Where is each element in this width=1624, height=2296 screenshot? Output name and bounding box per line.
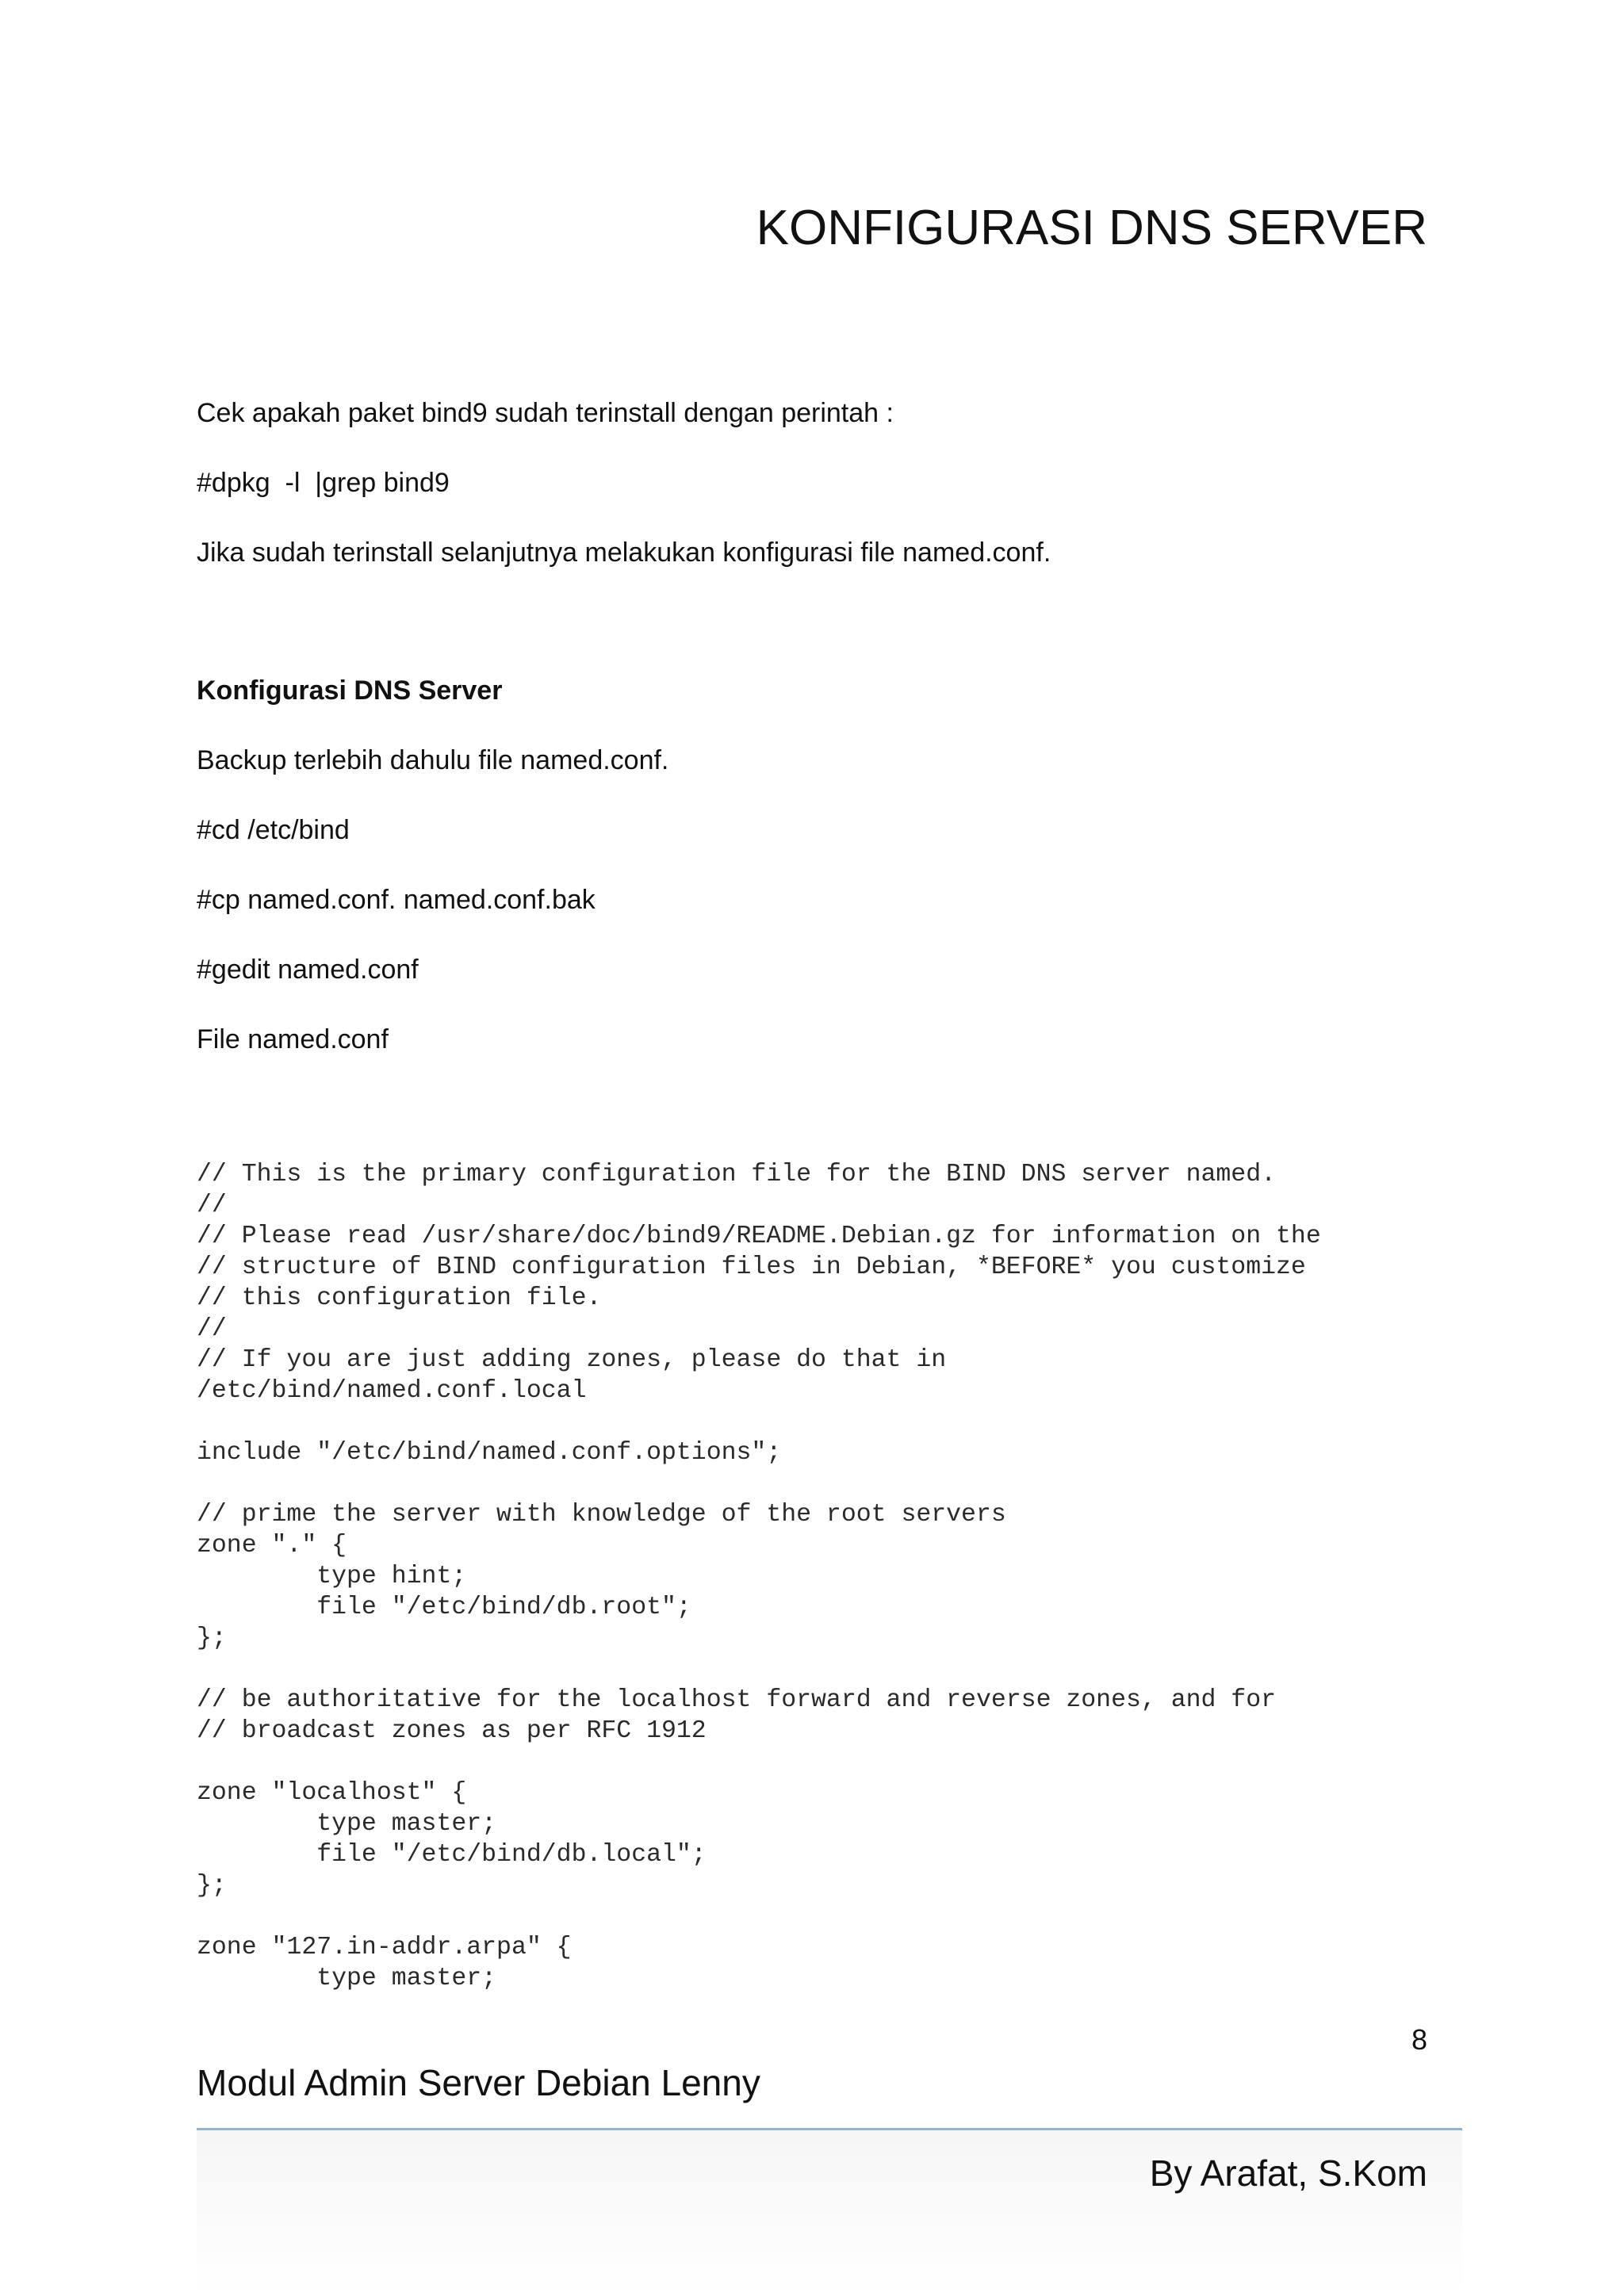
code-line: // structure of BIND configuration files in Debian, *BEFORE* you customize [197,1253,1306,1281]
code-line: zone "127.in-addr.arpa" { [197,1934,572,1961]
code-line: type master; [197,1810,497,1838]
code-line [197,1901,1321,1932]
intro-paragraph: Cek apakah paket bind9 sudah terinstall dengan perintah : [197,398,894,428]
code-line: // This is the primary configuration file for the BIND DNS server named. [197,1161,1277,1188]
code-line: }; [197,1872,227,1900]
code-line: zone "." { [197,1532,347,1559]
code-line: // Please read /usr/share/doc/bind9/README.Debian.gz for information on the [197,1223,1321,1250]
code-line: // prime the server with knowledge of the root servers [197,1501,1006,1529]
code-line [197,1406,1321,1437]
named-conf-code-block [197,1159,1321,1994]
backup-paragraph: Backup terlebih dahulu file named.conf. [197,745,669,775]
page-number: 8 [1411,2023,1427,2056]
code-line: // broadcast zones as per RFC 1912 [197,1717,707,1745]
footer-author: By Arafat, S.Kom [1149,2152,1427,2194]
code-line: type hint; [197,1563,467,1590]
section-heading: Konfigurasi DNS Server [197,675,503,706]
after-install-paragraph: Jika sudah terinstall selanjutnya melakukan konfigurasi file named.conf. [197,538,1051,568]
code-line: // [197,1192,227,1219]
code-line: file "/etc/bind/db.root"; [197,1594,691,1621]
command-cd: #cd /etc/bind [197,815,350,845]
code-line [197,1654,1321,1685]
code-line: file "/etc/bind/db.local"; [197,1841,707,1869]
command-cp: #cp named.conf. named.conf.bak [197,885,596,915]
code-line [197,1747,1321,1777]
code-line: zone "localhost" { [197,1779,467,1807]
command-gedit: #gedit named.conf [197,955,419,985]
code-line: // this configuration file. [197,1284,602,1312]
code-line: // be authoritative for the localhost forward and reverse zones, and for [197,1686,1277,1714]
code-line: // [197,1315,227,1343]
code-line: /etc/bind/named.conf.local [197,1377,587,1405]
code-line [197,1468,1321,1499]
file-label: File named.conf [197,1024,389,1054]
code-line: }; [197,1624,227,1652]
footer-module-title: Modul Admin Server Debian Lenny [197,2062,760,2103]
code-line: // If you are just adding zones, please do that in [197,1346,947,1374]
code-line: type master; [197,1965,497,1992]
command-dpkg: #dpkg -l |grep bind9 [197,468,450,498]
code-line: include "/etc/bind/named.conf.options"; [197,1439,782,1467]
footer-divider [197,2128,1462,2130]
page-title: KONFIGURASI DNS SERVER [756,201,1427,255]
